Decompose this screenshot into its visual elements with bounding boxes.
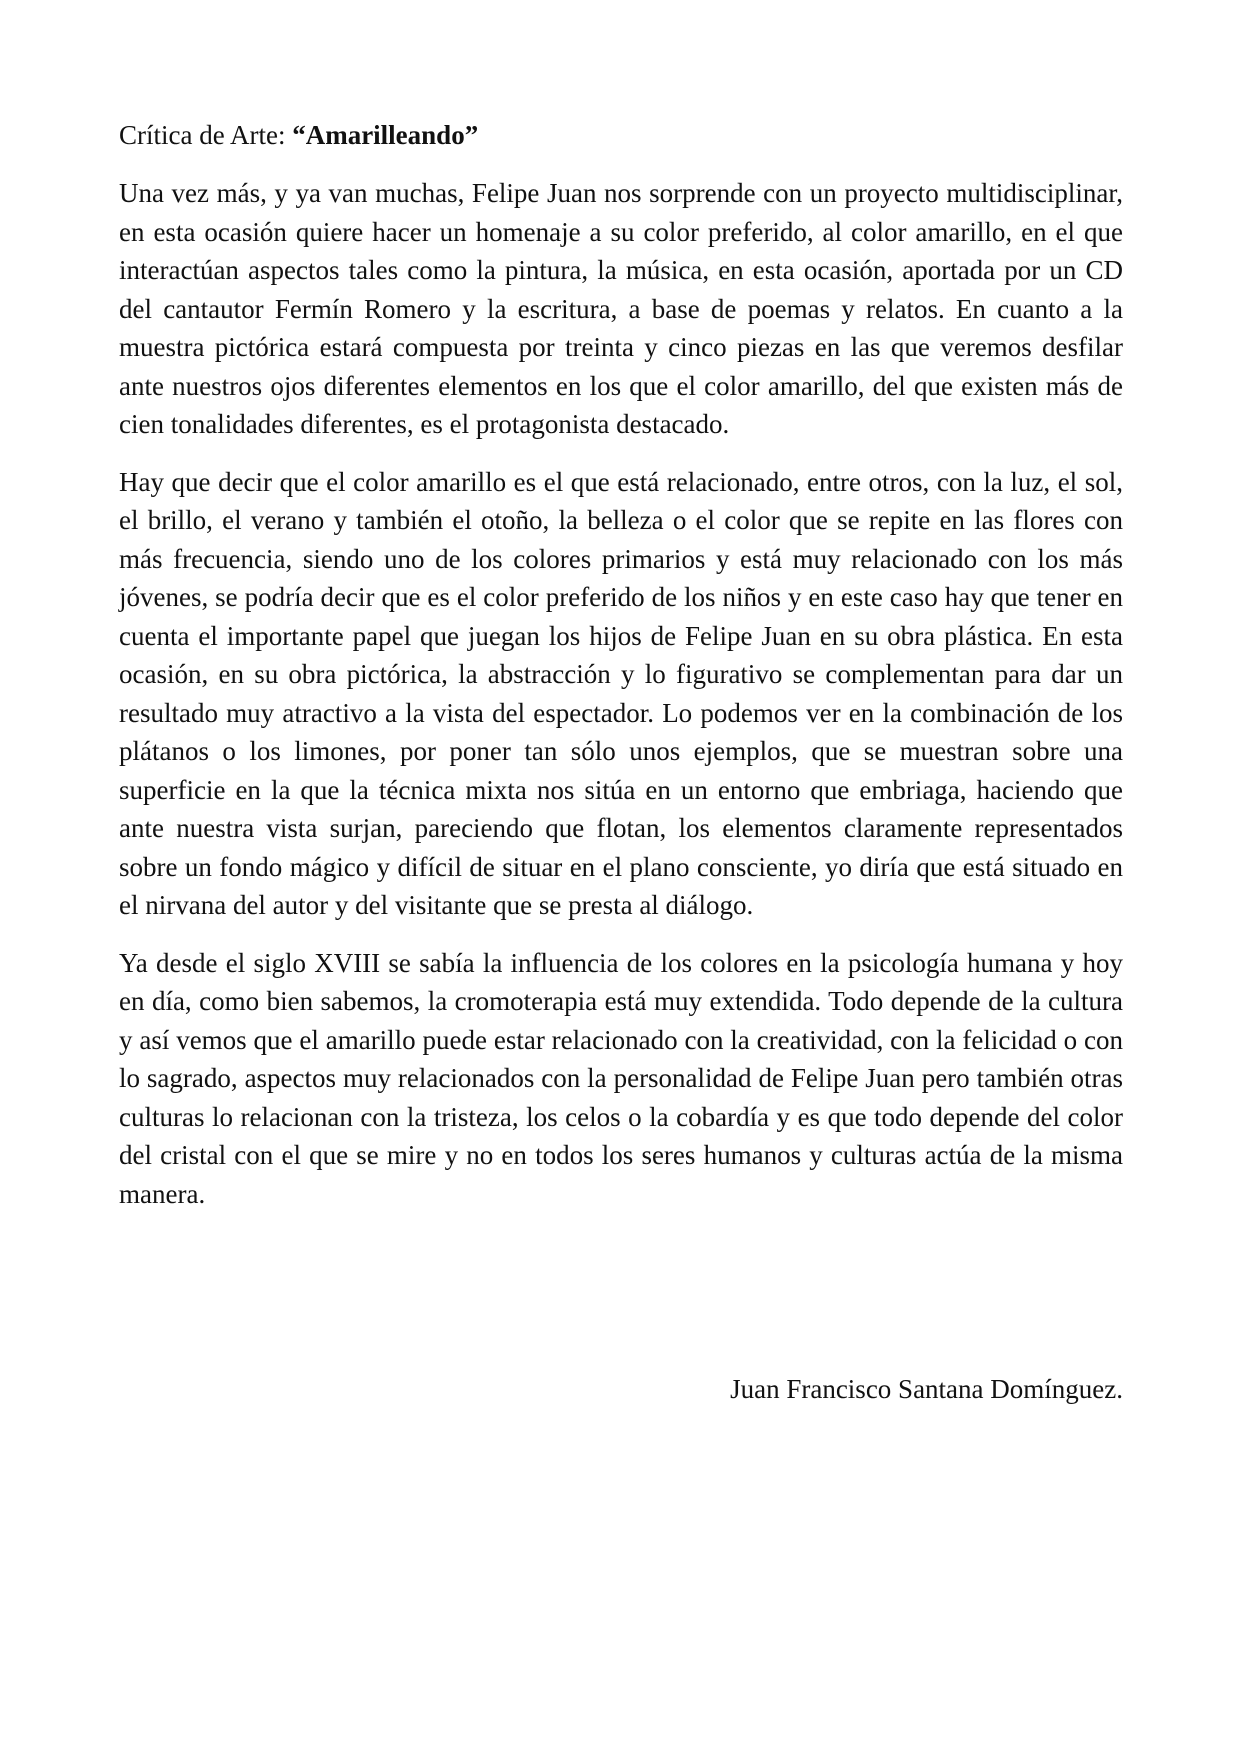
paragraph-3: Ya desde el siglo XVIII se sabía la influencia de los colores en la psicología humana y hoy en día, como bien sabemos, la cromoterapia está muy extendida. Todo depende de la cultura y así vemos que el amarillo puede estar relacionado con la creatividad, con la felicidad o con lo sagrado, aspectos muy relacionados con la personalidad de Felipe Juan pero también otras culturas lo relacionan con la tristeza, los celos o la cobardía y es que todo depende del color del cristal con el que se mire y no en todos los seres humanos y culturas actúa de la misma manera.	[119, 947, 1123, 1209]
paragraph-2: Hay que decir que el color amarillo es el que está relacionado, entre otros, con la luz, el sol, el brillo, el verano y también el otoño, la belleza o el color que se repite en las flores con más frecuencia, siendo uno de los colores primarios y está muy relacionado con los más jóvenes, se podría decir que es el color preferido de los niños y en este caso hay que tener en cuenta el importante papel que juegan los hijos de Felipe Juan en su obra plástica. En esta ocasión, en su obra pictórica, la abstracción y lo figurativo se complementan para dar un resultado muy atractivo a la vista del espectador. Lo podemos ver en la combinación de los plátanos o los limones, por poner tan sólo unos ejemplos, que se muestran sobre una superficie en la que la técnica mixta nos sitúa en un entorno que embriaga, haciendo que ante nuestra vista surjan, pareciendo que flotan, los elementos claramente representados sobre un fondo mágico y difícil de situar en el plano consciente, yo diría que está situado en el nirvana del autor y del visitante que se presta al diálogo.	[119, 466, 1123, 920]
document-body	[119, 116, 1123, 1232]
author-signature: Juan Francisco Santana Domínguez.	[730, 1374, 1123, 1404]
title-prefix: Crítica de Arte:	[119, 120, 293, 150]
paragraph-1: Una vez más, y ya van muchas, Felipe Juan nos sorprende con un proyecto multidisciplinar, en esta ocasión quiere hacer un homenaje a su color preferido, al color amarillo, en el que interactúan aspectos tales como la pintura, la música, en esta ocasión, aportada por un CD del cantautor Fermín Romero y la escritura, a base de poemas y relatos. En cuanto a la muestra pictórica estará compuesta por treinta y cinco piezas en las que veremos desfilar ante nuestros ojos diferentes elementos en los que el color amarillo, del que existen más de cien tonalidades diferentes, es el protagonista destacado.	[119, 178, 1123, 439]
title-emphasis: “Amarilleando”	[292, 120, 479, 150]
document-title	[119, 116, 1123, 154]
